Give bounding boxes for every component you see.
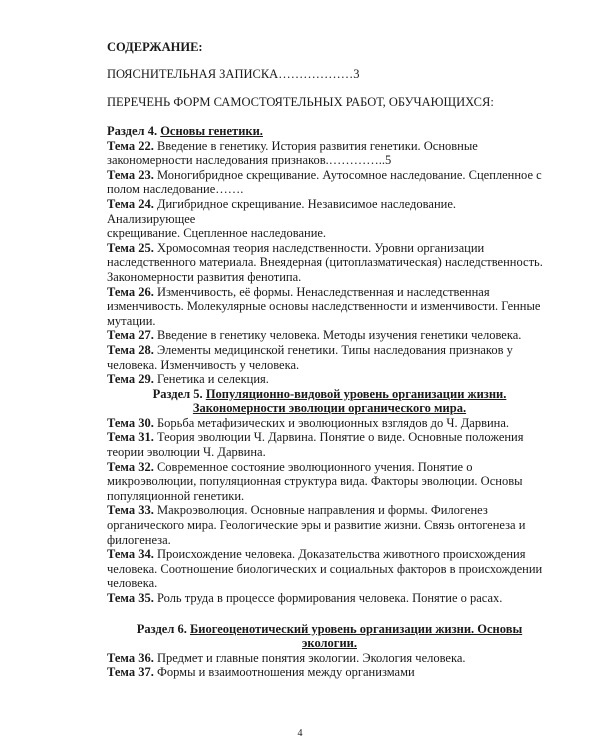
list-item: Тема 28. Элементы медицинской генетики. Типы наследования признаков у человека. Изменчивость у человека.: [107, 342, 513, 372]
list-item: Тема 36. Предмет и главные понятия экологии. Экология человека.: [107, 650, 466, 665]
list-item-continuation: скрещивание. Сцепленное наследование.: [107, 226, 327, 241]
table-of-contents: [107, 124, 552, 680]
list-item: Тема 27. Введение в генетику человека. Методы изучения генетики человека.: [107, 328, 522, 343]
page-title: СОДЕРЖАНИЕ:: [107, 40, 203, 54]
list-item: Тема 23. Моногибридное скрещивание. Аутосомное наследование. Сцепленное с полом наследование…….: [107, 167, 542, 197]
section-title: Популяционно-видовой уровень организации жизни. Закономерности эволюции органического мира.: [192, 386, 507, 416]
page-number: 4: [297, 728, 303, 739]
list-item: Тема 33. Макроэволюция. Основные направления и формы. Филогенез органического мира. Геологические эры и развитие жизни. Связь онтогенеза и филогенеза.: [107, 503, 526, 547]
list-item: Тема 37. Формы и взаимоотношения между организмами: [107, 665, 415, 680]
list-item: Тема 31. Теория эволюции Ч. Дарвина. Понятие о виде. Основные положения теории эволюции Ч. Дарвина.: [107, 430, 524, 460]
list-item: Тема 25. Хромосомная теория наследственности. Уровни организации наследственного материала. Внеядерная (цитоплазматическая) наследственность. Закономерности развития фенотипа.: [107, 240, 543, 284]
section-heading: Раздел 5. Популяционно-видовой уровень организации жизни. Закономерности эволюции органического мира.: [152, 386, 507, 416]
list-item: Тема 30. Борьба метафизических и эволюционных взглядов до Ч. Дарвина.: [107, 415, 510, 430]
section-heading: Раздел 4. Основы генетики.: [107, 124, 263, 138]
section-title: Основы генетики.: [160, 124, 263, 138]
section-title: Биогеоценотический уровень организации жизни. Основы экологии.: [189, 621, 523, 651]
toc-explanatory-note: ПОЯСНИТЕЛЬНАЯ ЗАПИСКА………………3: [107, 67, 360, 81]
list-item: Тема 35. Роль труда в процессе формирования человека. Понятие о расах.: [107, 591, 503, 605]
list-item: Тема 34. Происхождение человека. Доказательства животного происхождения человека. Соотношение биологических и социальных факторов в происхождении человека.: [107, 547, 543, 591]
list-item: Тема 24. Дигибридное скрещивание. Независимое наследование. Анализирующее: [107, 196, 457, 226]
list-item: Тема 32. Современное состояние эволюционного учения. Понятие о микроэволюции, популяционная структура вида. Факторы эволюции. Основы популяционной генетики.: [107, 459, 523, 503]
toc-forms-list: ПЕРЕЧЕНЬ ФОРМ САМОСТОЯТЕЛЬНЫХ РАБОТ, ОБУЧАЮЩИХСЯ:: [107, 95, 494, 109]
list-item: Тема 22. Введение в генетику. История развития генетики. Основные закономерности наследования признаков.…………..5: [107, 138, 478, 168]
section-heading: Раздел 6. Биогеоценотический уровень организации жизни. Основы экологии.: [136, 621, 523, 651]
list-item: Тема 26. Изменчивость, её формы. Ненаследственная и наследственная изменчивость. Молекулярные основы наследственности и изменчивости. Генные мутации.: [107, 284, 541, 328]
list-item: Тема 29. Генетика и селекция.: [107, 372, 269, 387]
